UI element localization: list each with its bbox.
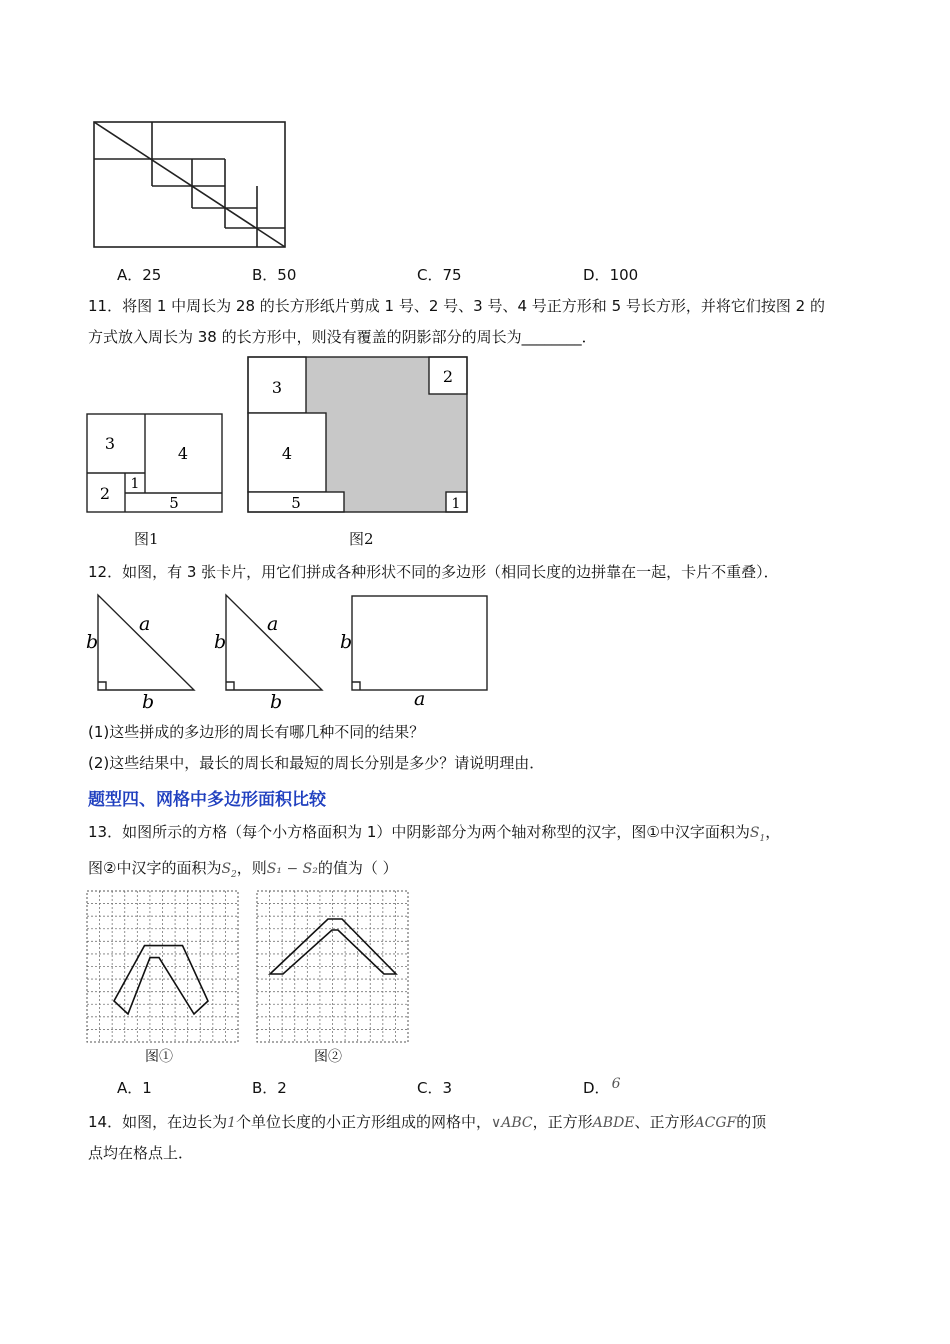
q12-line1: 12．如图，有 3 张卡片，用它们拼成各种形状不同的多边形（相同长度的边拼靠在一起，卡片不重叠）． [88,563,779,581]
q13-text: ， [765,823,781,841]
option-c[interactable] [417,264,462,285]
fig2-label-1: 1 [451,496,461,512]
s2-symbol [221,861,237,880]
option-text: 75 [442,266,462,284]
option-text: 100 [609,266,639,284]
q13-text: 13．如图所示的方格（每个小方格面积为 1）中阴影部分为两个轴对称型的汉字，图①中汉字面积为 [88,823,750,841]
q12-cards [84,590,494,712]
q11-line1: 11．将图 1 中周长为 28 的长方形纸片剪成 1 号、2 号、3 号、4 号正方形和 5 号长方形，并将它们按图 2 的 [88,297,825,315]
square-acgf: ACGF [694,1115,737,1131]
option-a[interactable] [117,264,161,285]
q11-figure-1 [86,413,224,515]
triangle-abc: ∨ABC [491,1115,533,1131]
card2-side-b: b [214,631,227,653]
card1-hyp-a: a [139,613,151,635]
option-key: A． [117,1079,143,1097]
q13-line1 [88,822,780,849]
q13-grid-1 [86,890,242,1046]
fig1-label-1: 1 [130,476,140,492]
character-shape-2 [270,919,396,974]
q13-option-d[interactable] [583,1077,620,1098]
q13-text: ，则 [236,859,267,877]
q13-grid-2 [256,890,412,1046]
q13-option-c[interactable] [417,1077,452,1098]
q14-text: ，正方形 [532,1113,593,1131]
card2-hyp-a: a [267,613,279,635]
q12-sub1: (1)这些拼成的多边形的周长有哪几种不同的结果？ [88,723,425,741]
option-key: B． [252,1079,278,1097]
q13-text: 的值为（ ） [317,859,398,877]
option-text: 1 [142,1079,152,1097]
square-abde: ABDE [592,1115,635,1131]
option-key: C． [417,266,443,284]
q13-line2 [88,858,398,885]
q14-text: 的顶 [736,1113,767,1131]
option-text: 6 [611,1076,621,1092]
s2-subscript: 2 [231,869,237,880]
section-heading: 题型四、网格中多边形面积比较 [88,790,326,810]
s1-letter: S [749,825,760,841]
q14-line1 [88,1112,766,1133]
fig1-label-5: 5 [169,494,179,512]
q13-fig1-caption: 图① [145,1049,173,1065]
s1-subscript: 1 [759,833,766,844]
fig1-label-4: 4 [177,444,189,463]
card3-side-b: b [340,631,353,653]
option-text: 25 [142,266,162,284]
card1-base-b: b [142,691,155,712]
q11-fig1-caption: 图1 [134,530,159,548]
s1-minus-s2-expression: S₁ − S₂ [266,861,318,877]
card1-side-b: b [86,631,99,653]
q14-text: 个单位长度的小正方形组成的网格中， [236,1113,492,1131]
option-text: 50 [277,266,297,284]
q14-line2: 点均在格点上． [88,1144,194,1162]
option-text: 3 [442,1079,453,1097]
fig2-label-3: 3 [271,378,283,397]
option-key: D． [583,266,610,284]
option-b[interactable] [252,264,296,285]
q14-text: 、正方形 [634,1113,695,1131]
option-text: 2 [277,1079,287,1097]
card3-base-a: a [414,688,426,710]
q13-fig2-caption: 图② [314,1049,342,1065]
q12-sub2: (2)这些结果中，最长的周长和最短的周长分别是多少？请说明理由． [88,754,545,772]
option-key: A． [117,266,143,284]
option-d[interactable] [583,264,638,285]
option-key: D． [583,1079,610,1097]
s1-symbol [749,825,766,844]
card2-base-b: b [270,691,283,712]
fig2-label-5: 5 [291,494,301,512]
option-key: C． [417,1079,443,1097]
math-one: 1 [227,1115,237,1131]
q13-text: 图②中汉字的面积为 [88,859,222,877]
q10-figure [92,120,288,250]
fig2-label-2: 2 [442,367,454,386]
q13-option-b[interactable] [252,1077,287,1098]
character-shape-1 [114,946,208,1014]
option-key: B． [252,266,278,284]
fig2-label-4: 4 [281,444,293,463]
q11-line2: 方式放入周长为 38 的长方形中，则没有覆盖的阴影部分的周长为________． [88,328,597,346]
q11-figure-2 [246,355,470,515]
fig1-label-3: 3 [104,434,116,453]
q11-fig2-caption: 图2 [349,530,374,548]
q14-text: 14．如图，在边长为 [88,1113,228,1131]
s2-letter: S [221,861,232,877]
q13-option-a[interactable] [117,1077,152,1098]
fig1-label-2: 2 [99,484,111,503]
